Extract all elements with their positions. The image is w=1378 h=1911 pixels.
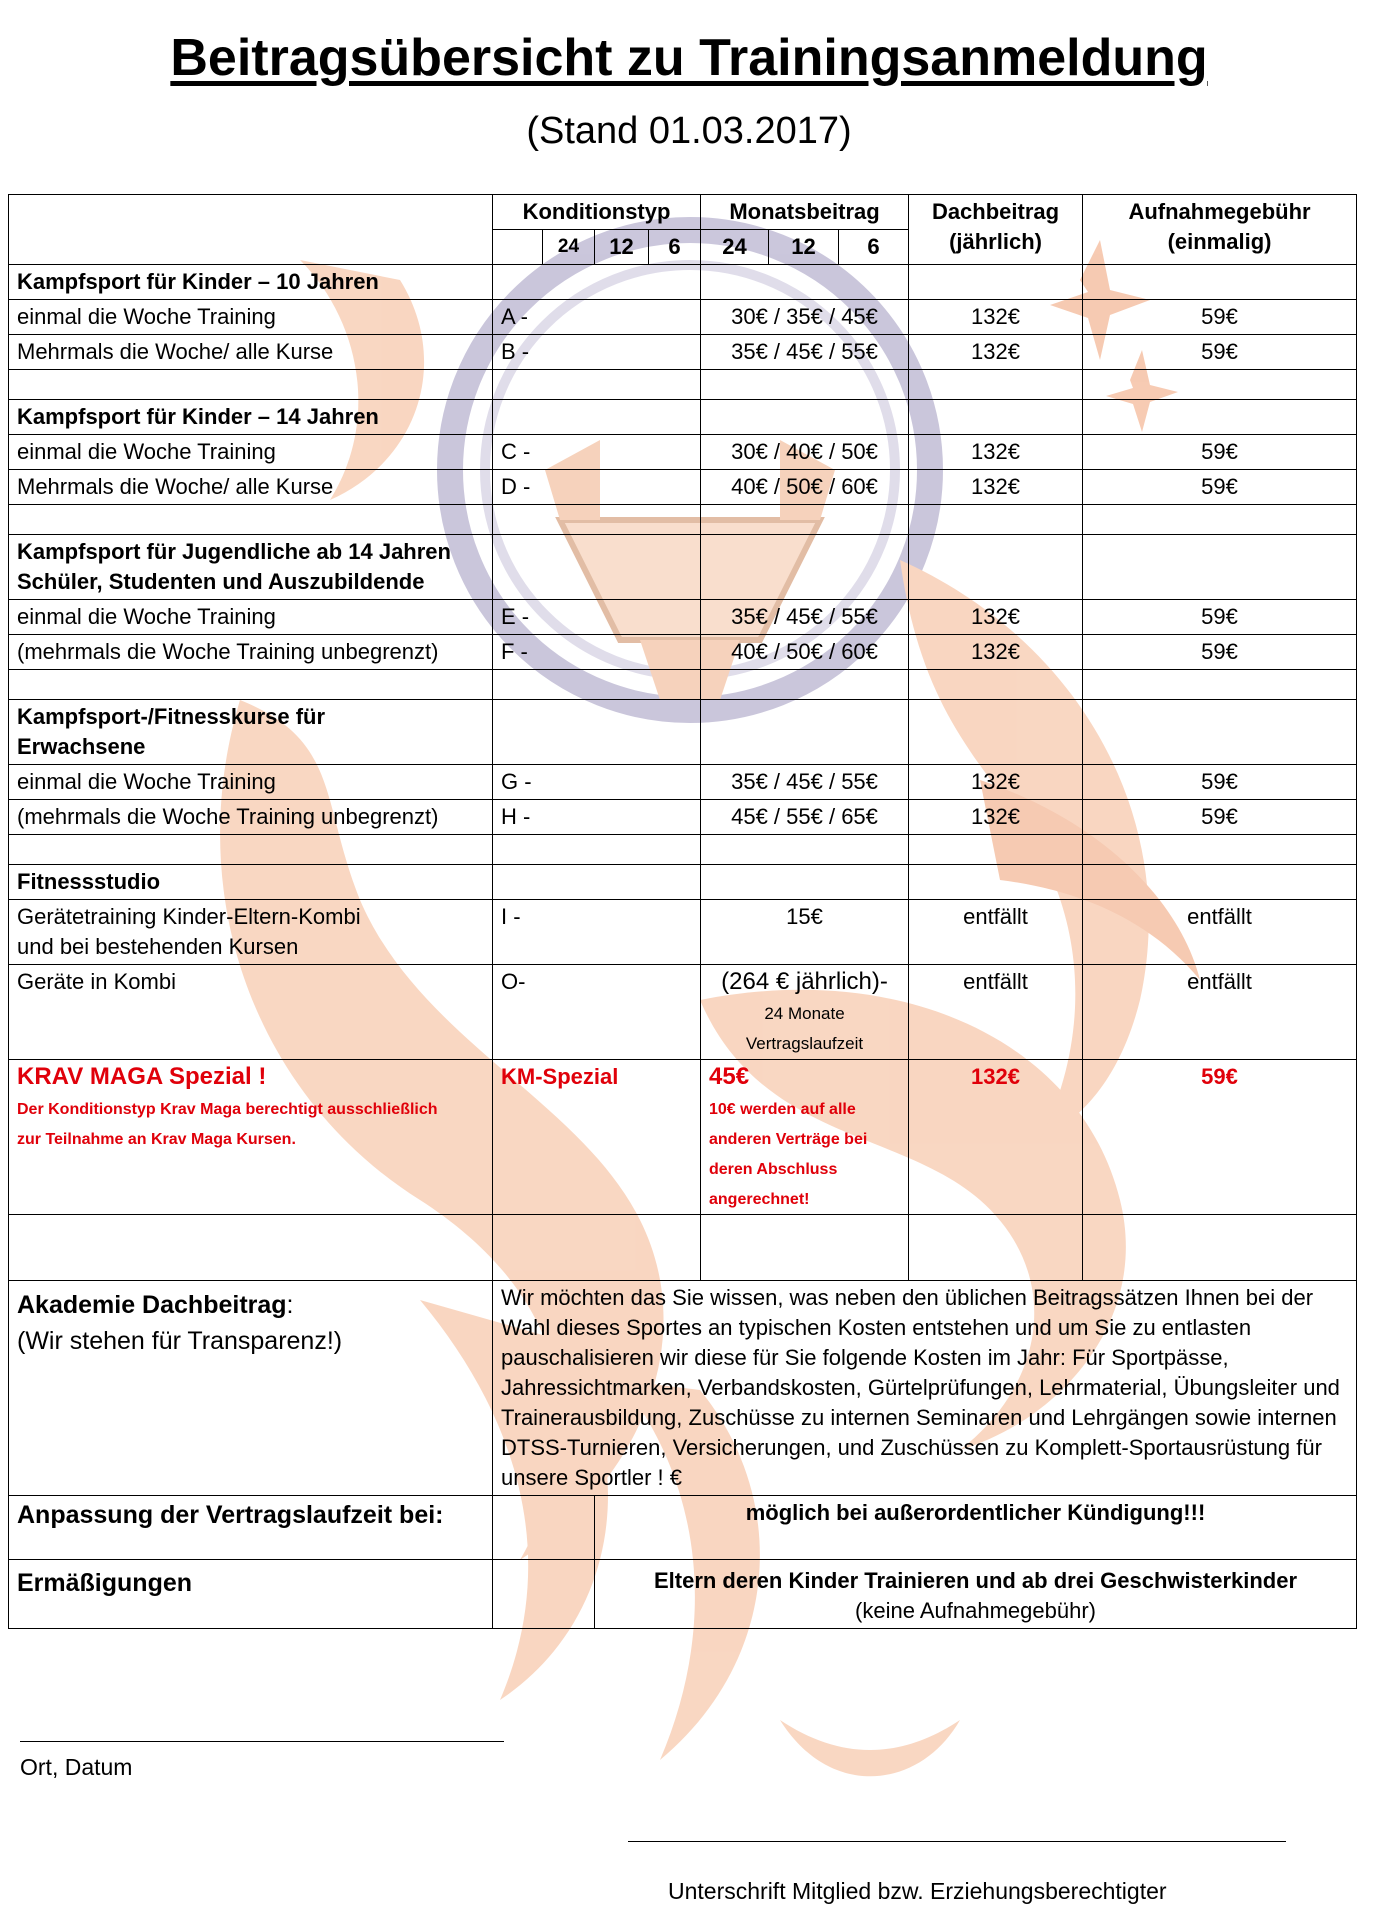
row-code: D - — [493, 470, 701, 505]
header-monatsbeitrag: Monatsbeitrag — [701, 195, 909, 230]
row-fee: entfällt — [1083, 965, 1357, 1060]
row-code: E - — [493, 600, 701, 635]
duration-24-konditionstyp: 24 — [543, 230, 595, 265]
row-fee: 59€ — [1083, 600, 1357, 635]
header-dachbeitrag: Dachbeitrag (jährlich) — [909, 195, 1083, 265]
row-fee: 59€ — [1083, 470, 1357, 505]
table-row — [9, 435, 1357, 470]
anpassung-label: Anpassung der Vertragslaufzeit bei: — [9, 1496, 493, 1560]
row-monthly: 30€ / 40€ / 50€ — [701, 435, 909, 470]
spacer-row — [9, 670, 1357, 700]
page-subtitle: (Stand 01.03.2017) — [526, 110, 852, 152]
row-monthly: 30€ / 35€ / 45€ — [701, 300, 909, 335]
row-fee: 59€ — [1083, 435, 1357, 470]
duration-24-monatsbeitrag: 24 — [701, 230, 769, 265]
row-label: einmal die Woche Training — [9, 765, 493, 800]
row-annual: 132€ — [909, 335, 1083, 370]
table-row — [9, 765, 1357, 800]
row-code: O- — [493, 965, 701, 1060]
unterschrift-label: Unterschrift Mitglied bzw. Erziehungsberechtigter — [668, 1878, 1167, 1904]
row-fee: 59€ — [1083, 335, 1357, 370]
header-konditionstyp: Konditionstyp — [493, 195, 701, 230]
kravmaga-monthly: 45€ 10€ werden auf alle anderen Verträge bei deren Abschluss angerechnet! — [701, 1060, 909, 1215]
row-annual: entfällt — [909, 900, 1083, 965]
row-label: Gerätetraining Kinder-Eltern-Kombi und bei bestehenden Kursen — [9, 900, 493, 965]
section-row — [9, 700, 1357, 765]
ort-datum-label: Ort, Datum — [20, 1754, 133, 1780]
ermaessigungen-value: Eltern deren Kinder Trainieren und ab drei Geschwisterkinder (keine Aufnahmegebühr) — [595, 1560, 1357, 1629]
duration-6-konditionstyp: 6 — [649, 230, 701, 265]
row-code: G - — [493, 765, 701, 800]
akademie-label: Akademie Dachbeitrag: (Wir stehen für Transparenz!) — [9, 1281, 493, 1496]
row-fee: 59€ — [1083, 300, 1357, 335]
kravmaga-code: KM-Spezial — [493, 1060, 701, 1215]
row-annual: 132€ — [909, 300, 1083, 335]
table-row — [9, 635, 1357, 670]
section-title: Kampfsport-/Fitnesskurse für Erwachsene — [9, 700, 493, 765]
section-row — [9, 400, 1357, 435]
row-monthly: 35€ / 45€ / 55€ — [701, 765, 909, 800]
section-row — [9, 535, 1357, 600]
row-monthly: (264 € jährlich)- 24 Monate Vertragslaufzeit — [701, 965, 909, 1060]
table-row — [9, 800, 1357, 835]
table-row — [9, 965, 1357, 1060]
ort-datum-line — [20, 1741, 504, 1742]
row-fee: 59€ — [1083, 635, 1357, 670]
row-code: H - — [493, 800, 701, 835]
row-monthly: 35€ / 45€ / 55€ — [701, 600, 909, 635]
section-row — [9, 865, 1357, 900]
spacer-row — [9, 1215, 1357, 1281]
row-annual: 132€ — [909, 800, 1083, 835]
row-fee: 59€ — [1083, 765, 1357, 800]
spacer-row — [9, 370, 1357, 400]
row-label: (mehrmals die Woche Training unbegrenzt) — [9, 635, 493, 670]
section-row — [9, 265, 1357, 300]
row-monthly: 45€ / 55€ / 65€ — [701, 800, 909, 835]
row-monthly: 35€ / 45€ / 55€ — [701, 335, 909, 370]
table-row — [9, 900, 1357, 965]
fee-table — [8, 194, 1357, 1629]
row-annual: 132€ — [909, 470, 1083, 505]
section-title: Kampfsport für Kinder – 14 Jahren — [9, 400, 493, 435]
row-code: B - — [493, 335, 701, 370]
row-fee: 59€ — [1083, 800, 1357, 835]
ermaessigungen-row — [9, 1560, 1357, 1629]
section-title: Kampfsport für Kinder – 10 Jahren — [9, 265, 493, 300]
row-annual: 132€ — [909, 635, 1083, 670]
row-label: Geräte in Kombi — [9, 965, 493, 1060]
row-annual: 132€ — [909, 600, 1083, 635]
row-label: einmal die Woche Training — [9, 300, 493, 335]
kravmaga-annual: 132€ — [909, 1060, 1083, 1215]
unterschrift-line — [628, 1841, 1286, 1842]
akademie-row — [9, 1281, 1357, 1496]
row-label: einmal die Woche Training — [9, 435, 493, 470]
page-title: Beitragsübersicht zu Trainingsanmeldung — [170, 29, 1208, 87]
row-label: einmal die Woche Training — [9, 600, 493, 635]
row-monthly: 40€ / 50€ / 60€ — [701, 635, 909, 670]
header-row — [9, 195, 1357, 230]
row-code: C - — [493, 435, 701, 470]
ermaessigungen-label: Ermäßigungen — [9, 1560, 493, 1629]
kravmaga-row — [9, 1060, 1357, 1215]
kravmaga-label: KRAV MAGA Spezial ! Der Konditionstyp Krav Maga berechtigt ausschließlich zur Teilnahme an Krav Maga Kursen. — [9, 1060, 493, 1215]
duration-12-monatsbeitrag: 12 — [769, 230, 839, 265]
row-label: Mehrmals die Woche/ alle Kurse — [9, 335, 493, 370]
row-annual: 132€ — [909, 435, 1083, 470]
row-monthly: 40€ / 50€ / 60€ — [701, 470, 909, 505]
anpassung-row — [9, 1496, 1357, 1560]
row-code: F - — [493, 635, 701, 670]
duration-12-konditionstyp: 12 — [595, 230, 649, 265]
spacer-row — [9, 505, 1357, 535]
header-aufnahmegebuehr: Aufnahmegebühr (einmalig) — [1083, 195, 1357, 265]
section-title: Fitnessstudio — [9, 865, 493, 900]
row-fee: entfällt — [1083, 900, 1357, 965]
table-row — [9, 470, 1357, 505]
row-label: Mehrmals die Woche/ alle Kurse — [9, 470, 493, 505]
row-label: (mehrmals die Woche Training unbegrenzt) — [9, 800, 493, 835]
row-code: I - — [493, 900, 701, 965]
table-row — [9, 600, 1357, 635]
row-annual: 132€ — [909, 765, 1083, 800]
spacer-row — [9, 835, 1357, 865]
duration-6-monatsbeitrag: 6 — [839, 230, 909, 265]
kravmaga-fee: 59€ — [1083, 1060, 1357, 1215]
row-monthly: 15€ — [701, 900, 909, 965]
section-title: Kampfsport für Jugendliche ab 14 Jahren Schüler, Studenten und Auszubildende — [9, 535, 493, 600]
anpassung-value: möglich bei außerordentlicher Kündigung!!! — [595, 1496, 1357, 1560]
row-annual: entfällt — [909, 965, 1083, 1060]
table-row — [9, 335, 1357, 370]
table-row — [9, 300, 1357, 335]
row-code: A - — [493, 300, 701, 335]
akademie-text: Wir möchten das Sie wissen, was neben den üblichen Beitragssätzen Ihnen bei der Wahl dieses Sportes an typischen Kosten entstehen und um Sie zu entlasten pauschalisieren wir diese für Sie folgende Kosten im Jahr: Für Sportpässe, Jahressichtmarken, Verbandskosten, Gürtelprüfungen, Lehrmaterial, Übungsleiter und Trainerausbildung, Zuschüsse zu internen Seminaren und Lehrgängen sowie internen DTSS-Turnieren, Versicherungen, und Zuschüssen zu Komplett-Sportausrüstung für unsere Sportler ! € — [493, 1281, 1357, 1496]
